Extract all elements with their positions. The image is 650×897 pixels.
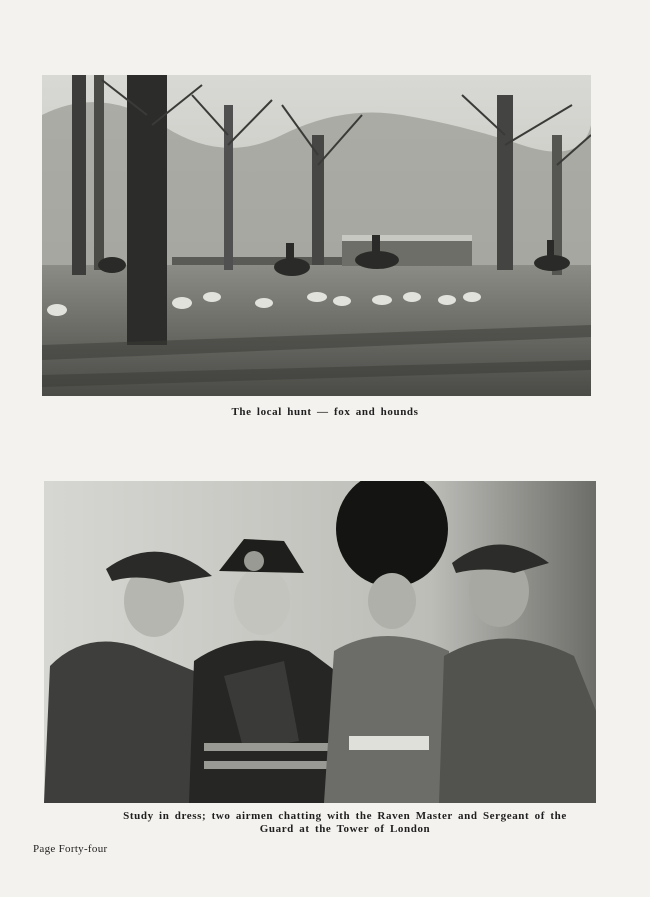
guards-photo xyxy=(44,481,596,803)
page-number: Page Forty-four xyxy=(33,843,108,855)
hunt-photo-caption: The local hunt — fox and hounds xyxy=(231,406,419,418)
guards-photo-caption: Study in dress; two airmen chatting with the Raven Master and Sergeant of the Guard at the Tower of London xyxy=(123,810,567,835)
hunt-photo-image xyxy=(42,75,591,396)
hunt-photo xyxy=(42,75,591,396)
guards-photo-image xyxy=(44,481,596,803)
